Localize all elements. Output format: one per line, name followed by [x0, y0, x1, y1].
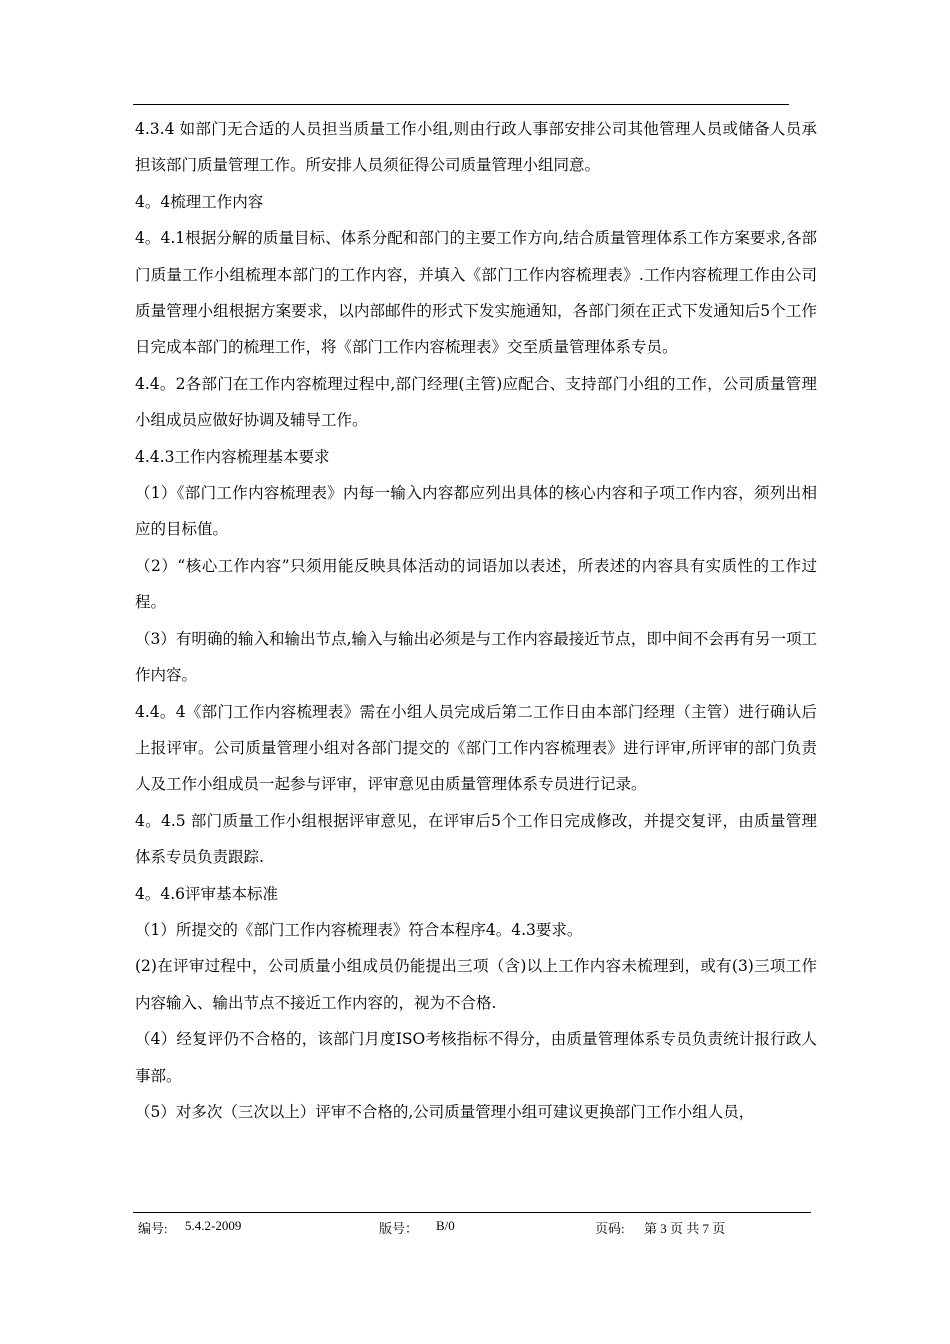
version-label: 版号：: [379, 1221, 419, 1236]
header-rule: [133, 104, 789, 105]
footer-rule: [133, 1212, 811, 1213]
paragraph: 4。4.1根据分解的质量目标、体系分配和部门的主要工作方向,结合质量管理体系工作方案要求,各部门质量工作小组梳理本部门的工作内容，并填入《部门工作内容梳理表》.工作内容梳理工作由公司质量管理小组根据方案要求，以内部邮件的形式下发实施通知，各部门须在正式下发通知后5个工作日完成本部门的梳理工作，将《部门工作内容梳理表》交至质量管理体系专员。: [135, 229, 817, 357]
section-heading: 4.4.3工作内容梳理基本要求: [135, 447, 330, 466]
paragraph: 4.4。4《部门工作内容梳理表》需在小组人员完成后第二工作日由本部门经理（主管）进行确认后上报评审。公司质量管理小组对各部门提交的《部门工作内容梳理表》进行评审,所评审的部门负责人及工作小组成员一起参与评审，评审意见由质量管理体系专员进行记录。: [135, 702, 817, 794]
page-number-value: 第 3 页 共 7 页: [644, 1221, 726, 1236]
paragraph: 4。4.5 部门质量工作小组根据评审意见，在评审后5个工作日完成修改，并提交复评，由质量管理体系专员负责跟踪.: [135, 811, 817, 867]
page-number-label: 页码:: [595, 1221, 625, 1236]
list-item: （1）《部门工作内容梳理表》内每一输入内容都应列出具体的核心内容和子项工作内容，须列出相应的目标值。: [135, 484, 817, 539]
list-item: （3）有明确的输入和输出节点,输入与输出必须是与工作内容最接近节点，即中间不会再有另一项工作内容。: [135, 629, 817, 685]
list-item: （2）“核心工作内容”只须用能反映具体活动的词语加以表述，所表述的内容具有实质性的工作过程。: [135, 556, 817, 612]
version-value: B/0: [436, 1218, 455, 1233]
paragraph: 4.4。2各部门在工作内容梳理过程中,部门经理(主管)应配合、支持部门小组的工作，公司质量管理小组成员应做好协调及辅导工作。: [135, 374, 817, 430]
list-item: （5）对多次（三次以上）评审不合格的,公司质量管理小组可建议更换部门工作小组人员，: [135, 1102, 755, 1121]
section-heading: 4。4梳理工作内容: [135, 192, 264, 211]
page-footer: [0, 1218, 950, 1238]
section-heading: 4。4.6评审基本标准: [135, 884, 279, 903]
list-item: (2)在评审过程中，公司质量小组成员仍能提出三项（含)以上工作内容未梳理到，或有(3)三项工作内容输入、输出节点不接近工作内容的，视为不合格.: [135, 957, 817, 1012]
doc-code-label: 编号:: [138, 1221, 168, 1236]
list-item: （1）所提交的《部门工作内容梳理表》符合本程序4。4.3要求。: [135, 920, 583, 939]
paragraph: 4.3.4 如部门无合适的人员担当质量工作小组,则由行政人事部安排公司其他管理人员或储备人员承担该部门质量管理工作。所安排人员须征得公司质量管理小组同意。: [135, 120, 817, 175]
list-item: （4）经复评仍不合格的，该部门月度ISO考核指标不得分，由质量管理体系专员负责统计报行政人事部。: [135, 1030, 817, 1085]
body-text: [135, 111, 817, 1130]
doc-code-value: 5.4.2-2009: [185, 1218, 242, 1233]
